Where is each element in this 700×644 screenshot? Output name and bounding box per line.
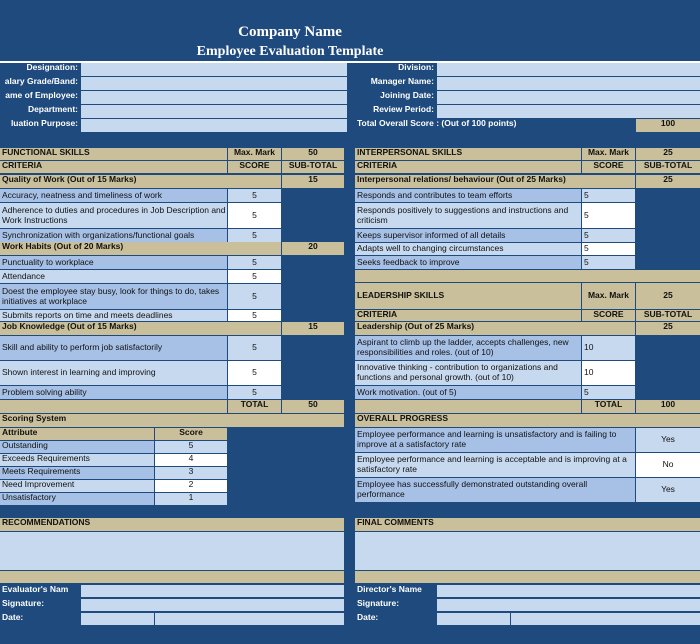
joining-date-input[interactable] xyxy=(437,91,700,104)
director-date-input[interactable] xyxy=(437,613,510,625)
scoring-attribute: Unsatisfactory xyxy=(0,493,154,505)
work-habits-subtotal: 20 xyxy=(282,242,344,255)
score-cell[interactable]: 5 xyxy=(582,256,635,269)
quality-of-work-subtotal: 15 xyxy=(282,175,344,188)
score-cell[interactable]: 5 xyxy=(228,256,281,269)
progress-statement: Employee performance and learning is unsatisfactory and is failing to improve at a satisfactory rate xyxy=(355,428,635,452)
criteria-row: Responds and contributes to team efforts xyxy=(355,189,581,202)
score-cell[interactable]: 5 xyxy=(228,336,281,360)
evaluator-name-input[interactable] xyxy=(81,585,344,597)
manager-name-input[interactable] xyxy=(437,77,700,90)
label-designation: Designation: xyxy=(0,63,80,76)
leadership-criteria-header: CRITERIA xyxy=(355,310,581,321)
score-cell[interactable]: 5 xyxy=(228,310,281,321)
score-cell[interactable]: 5 xyxy=(582,189,635,202)
progress-answer[interactable]: Yes xyxy=(636,478,700,502)
page-title: Employee Evaluation Template xyxy=(0,43,580,61)
scoring-attribute: Need Improvement xyxy=(0,480,154,492)
total-overall-value: 100 xyxy=(636,119,700,132)
functional-total-value: 50 xyxy=(282,400,344,413)
progress-answer[interactable]: Yes xyxy=(636,428,700,452)
leadership-total-value: 100 xyxy=(636,400,700,413)
score-cell[interactable]: 5 xyxy=(228,270,281,283)
scoring-attribute: Outstanding xyxy=(0,441,154,453)
criteria-row: Aspirant to climb up the ladder, accepts challenges, new responsibilities and roles. (out of 10) xyxy=(355,336,581,360)
job-knowledge-subtotal: 15 xyxy=(282,322,344,335)
director-signature-input[interactable] xyxy=(437,599,700,611)
label-salary-grade: alary Grade/Band: xyxy=(0,77,80,90)
interpersonal-max-value: 25 xyxy=(636,148,700,160)
score-cell[interactable]: 5 xyxy=(228,189,281,202)
interpersonal-spacer xyxy=(355,270,700,282)
scoring-value: 3 xyxy=(155,467,227,479)
job-knowledge-heading: Job Knowledge (Out of 15 Marks) xyxy=(0,322,281,335)
employee-name-input[interactable] xyxy=(81,91,347,104)
criteria-row: Seeks feedback to improve xyxy=(355,256,581,269)
designation-input[interactable] xyxy=(81,63,347,76)
total-overall-label: Total Overall Score : (Out of 100 points) xyxy=(355,119,635,132)
criteria-row: Skill and ability to perform job satisfactorily xyxy=(0,336,227,360)
recommendations-textarea[interactable] xyxy=(0,532,344,570)
criteria-row: Doest the employee stay busy, look for things to do, takes initiatives at workplace xyxy=(0,284,227,309)
score-cell[interactable]: 5 xyxy=(228,203,281,228)
label-evaluator-name: Evaluator's Nam xyxy=(0,585,80,597)
label-manager-name: Manager Name: xyxy=(355,77,436,90)
label-employee-name: ame of Employee: xyxy=(0,91,80,104)
label-director-name: Director's Name xyxy=(355,585,436,597)
score-cell[interactable]: 5 xyxy=(228,229,281,242)
score-cell[interactable]: 5 xyxy=(582,203,635,228)
functional-skills-title: FUNCTIONAL SKILLS xyxy=(0,148,227,160)
leadership-heading: Leadership (Out of 25 Marks) xyxy=(355,322,635,335)
evaluator-date-extra xyxy=(155,613,344,625)
scoring-value: 5 xyxy=(155,441,227,453)
salary-grade-input[interactable] xyxy=(81,77,347,90)
scoring-value: 4 xyxy=(155,454,227,466)
evaluation-purpose-input[interactable] xyxy=(81,119,347,132)
interpersonal-skills-title: INTERPERSONAL SKILLS xyxy=(355,148,581,160)
review-period-input[interactable] xyxy=(437,105,700,118)
functional-total-spacer xyxy=(0,400,227,413)
scoring-attribute-header: Attribute xyxy=(0,428,154,440)
label-department: Department: xyxy=(0,105,80,118)
criteria-row: Accuracy, neatness and timeliness of work xyxy=(0,189,227,202)
department-input[interactable] xyxy=(81,105,347,118)
label-joining-date: Joining Date: xyxy=(355,91,436,104)
scoring-value: 2 xyxy=(155,480,227,492)
functional-criteria-header: CRITERIA xyxy=(0,161,227,173)
criteria-row: Innovative thinking - contribution to organizations and functions and personal growth. (out of 10) xyxy=(355,361,581,385)
leadership-subtotal: 25 xyxy=(636,322,700,335)
criteria-row: Adherence to duties and procedures in Job Description and Work Instructions xyxy=(0,203,227,228)
criteria-row: Responds positively to suggestions and instructions and criticism xyxy=(355,203,581,228)
work-habits-heading: Work Habits (Out of 20 Marks) xyxy=(0,242,281,255)
score-cell[interactable]: 5 xyxy=(582,229,635,242)
interpersonal-relations-subtotal: 25 xyxy=(636,175,700,188)
leadership-total-spacer xyxy=(355,400,581,413)
label-director-signature: Signature: xyxy=(355,599,436,611)
leadership-max-value: 25 xyxy=(636,283,700,309)
progress-answer[interactable]: No xyxy=(636,453,700,477)
recommendations-title: RECOMMENDATIONS xyxy=(0,518,344,531)
label-evaluator-signature: Signature: xyxy=(0,599,80,611)
score-cell[interactable]: 5 xyxy=(228,386,281,399)
criteria-row: Adapts well to changing circumstances xyxy=(355,243,581,255)
director-date-extra xyxy=(511,613,700,625)
leadership-score-header: SCORE xyxy=(582,310,635,321)
score-cell[interactable]: 10 xyxy=(582,361,635,385)
criteria-row: Keeps supervisor informed of all details xyxy=(355,229,581,242)
label-evaluation-purpose: luation Purpose: xyxy=(0,119,80,132)
quality-of-work-heading: Quality of Work (Out of 15 Marks) xyxy=(0,175,281,188)
scoring-system-title: Scoring System xyxy=(0,414,344,427)
label-evaluator-date: Date: xyxy=(0,613,80,625)
interpersonal-criteria-header: CRITERIA xyxy=(355,161,581,173)
progress-statement: Employee performance and learning is acceptable and is improving at a satisfactory rate xyxy=(355,453,635,477)
scoring-attribute: Meets Requirements xyxy=(0,467,154,479)
director-name-input[interactable] xyxy=(437,585,700,597)
score-cell[interactable]: 5 xyxy=(582,386,635,399)
scoring-score-header: Score xyxy=(155,428,227,440)
criteria-row: Punctuality to workplace xyxy=(0,256,227,269)
progress-statement: Employee has successfully demonstrated outstanding overall performance xyxy=(355,478,635,502)
functional-total-label: TOTAL xyxy=(228,400,281,413)
score-cell[interactable]: 5 xyxy=(228,361,281,385)
interpersonal-relations-heading: Interpersonal relations/ behaviour (Out of 25 Marks) xyxy=(355,175,635,188)
final-comments-textarea[interactable] xyxy=(355,532,700,570)
functional-score-header: SCORE xyxy=(228,161,281,173)
label-director-date: Date: xyxy=(355,613,436,625)
criteria-row: Shown interest in learning and improving xyxy=(0,361,227,385)
functional-max-label: Max. Mark xyxy=(228,148,281,160)
evaluator-date-input[interactable] xyxy=(81,613,154,625)
interpersonal-score-header: SCORE xyxy=(582,161,635,173)
final-comments-title: FINAL COMMENTS xyxy=(355,518,700,531)
label-review-period: Review Period: xyxy=(355,105,436,118)
scoring-attribute: Exceeds Requirements xyxy=(0,454,154,466)
functional-subtotal-header: SUB-TOTAL xyxy=(282,161,344,173)
criteria-row: Problem solving ability xyxy=(0,386,227,399)
score-cell[interactable]: 5 xyxy=(228,284,281,309)
criteria-row: Work motivation. (out of 5) xyxy=(355,386,581,399)
leadership-subtotal-header: SUB-TOTAL xyxy=(636,310,700,321)
overall-progress-title: OVERALL PROGRESS xyxy=(355,414,700,427)
criteria-row: Synchronization with organizations/functional goals xyxy=(0,229,227,242)
recommendations-footer xyxy=(0,571,344,583)
company-name: Company Name xyxy=(0,22,580,42)
evaluator-signature-input[interactable] xyxy=(81,599,344,611)
leadership-skills-title: LEADERSHIP SKILLS xyxy=(355,283,581,309)
scoring-value: 1 xyxy=(155,493,227,505)
criteria-row: Submits reports on time and meets deadlines xyxy=(0,310,227,321)
final-comments-footer xyxy=(355,571,700,583)
score-cell[interactable]: 5 xyxy=(582,243,635,255)
label-division: Division: xyxy=(355,63,436,76)
interpersonal-subtotal-header: SUB-TOTAL xyxy=(636,161,700,173)
criteria-row: Attendance xyxy=(0,270,227,283)
division-input[interactable] xyxy=(437,63,700,76)
functional-max-value: 50 xyxy=(282,148,344,160)
leadership-max-label: Max. Mark xyxy=(582,283,635,309)
leadership-total-label: TOTAL xyxy=(582,400,635,413)
interpersonal-max-label: Max. Mark xyxy=(582,148,635,160)
score-cell[interactable]: 10 xyxy=(582,336,635,360)
